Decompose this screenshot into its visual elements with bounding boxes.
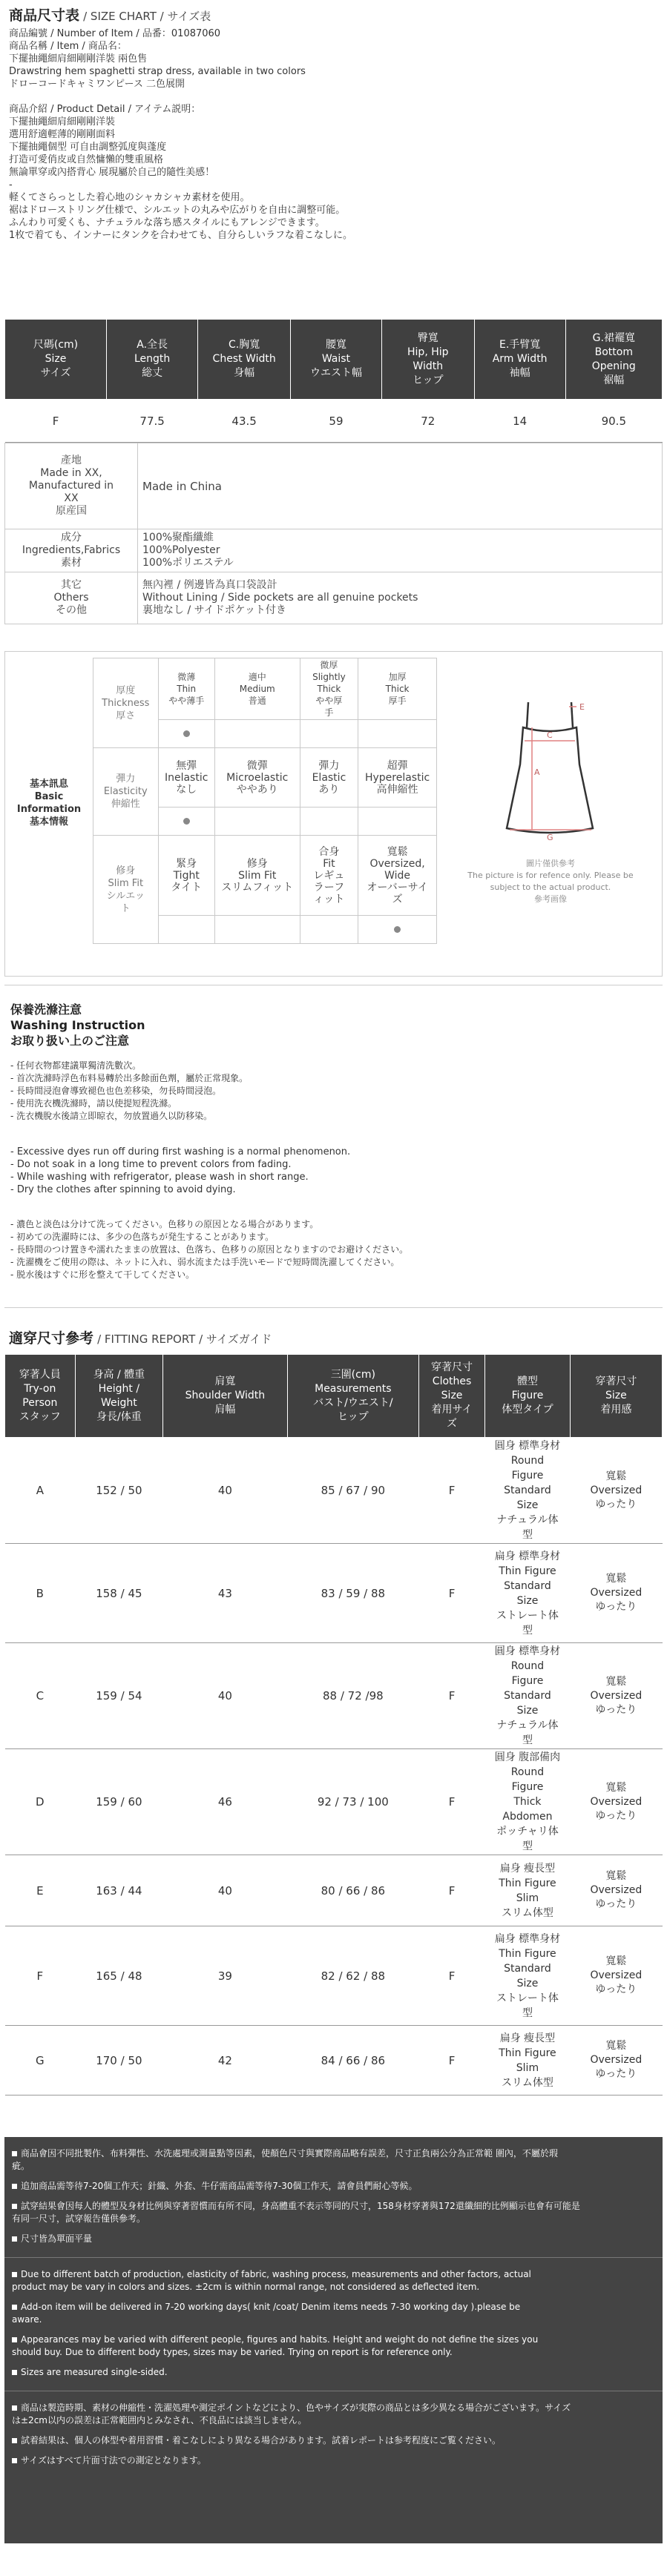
feel-header: 穿著尺寸 Size 着用感 <box>570 1355 662 1438</box>
notice-item: 追加商品需等待7-20個工作天；針織、外套、牛仔需商品需等待7-30個工作天，請會員們耐心等候。 <box>12 2180 652 2193</box>
bullet-square-icon <box>12 2405 17 2411</box>
clothes-size-header: 穿著尺寸 Clothes Size 着用サイ ズ <box>418 1355 484 1438</box>
fitting-row <box>5 1926 663 2026</box>
detail-line: 無論單穿或內搭背心 展現屬於自己的隨性美感！ <box>9 167 215 178</box>
item-name-zh: 下擺抽繩細肩細剛剛洋裝 兩色售 <box>9 53 148 65</box>
detail-line: 選用舒適輕薄的剛剛面料 <box>9 129 116 140</box>
item-name-label: 商品名稱 / Item / 商品名： <box>9 41 127 52</box>
hw-cell: 170 / 50 <box>75 2026 162 2096</box>
thickness-option-thick: 加厚 Thick 厚手 <box>358 658 437 720</box>
waist-header-cell: 腰寬 Waist ウエスト幅 <box>291 320 382 400</box>
fitting-row <box>5 1855 663 1926</box>
others-label: 其它 Others その他 <box>5 572 138 624</box>
thickness-row <box>93 658 437 720</box>
feel-cell: 寬鬆 Oversized ゆったり <box>570 1438 662 1544</box>
size-table-header <box>5 320 663 400</box>
elasticity-option-elastic: 彈力 Elastic あり <box>300 748 358 808</box>
bullet-square-icon <box>12 2337 17 2342</box>
basic-info-label: 基本訊息 Basic Information 基本情報 <box>16 779 82 828</box>
fitting-row <box>5 1438 663 1544</box>
fitting-subtitle: / FITTING REPORT / サイズガイド <box>97 1332 272 1346</box>
waist-cell: 59 <box>291 400 382 443</box>
elasticity-option-inelastic: 無彈 Inelastic なし <box>158 748 214 808</box>
washing-line: - 初めての洗濯時には、多少の色落ちが発生することがあります。 <box>10 1232 275 1242</box>
clothes-size-cell: F <box>418 1438 484 1544</box>
shoulder-cell: 46 <box>163 1749 288 1855</box>
fit-selected-cell <box>358 916 437 944</box>
feel-cell: 寬鬆 Oversized ゆったり <box>570 1643 662 1749</box>
person-header: 穿著人員 Try-on Person スタッフ <box>5 1355 76 1438</box>
fitting-section <box>4 1354 663 2096</box>
clothes-size-cell: F <box>418 1855 484 1926</box>
bullet-square-icon <box>12 2458 17 2463</box>
person-cell: C <box>5 1643 76 1749</box>
measurements-cell: 84 / 66 / 86 <box>287 2026 418 2096</box>
diagram-label-a: A <box>534 767 540 777</box>
arm-header-cell: E.手臂寬 Arm Width 袖幅 <box>474 320 565 400</box>
fit-option-oversized: 寬鬆 Oversized, Wide オーバーサイ ズ <box>358 836 437 916</box>
washing-line: - 長時間浸泡會導致褪色也色差移染，勿長時間浸泡。 <box>10 1086 222 1096</box>
origin-label: 產地 Made in XX, Manufactured in XX 原産国 <box>5 443 138 529</box>
length-header-cell: A.全長 Length 総丈 <box>107 320 198 400</box>
fit-option-tight: 緊身 Tight タイト <box>158 836 214 916</box>
ingredients-label: 成分 Ingredients,Fabrics 素材 <box>5 529 138 572</box>
hw-header: 身高 / 體重 Height / Weight 身長/体重 <box>75 1355 162 1438</box>
diagram-label-c: C <box>547 730 553 740</box>
size-chart-subtitle: / SIZE CHART / サイズ表 <box>83 10 211 23</box>
notice-item: 試穿結果會因每人的體型及身材比例與穿著習慣而有所不同，身高體重不表示等同的尺寸，158身材穿著與172還纖細的比例顯示也會有可能是 有同一尺寸，試穿報告僅供參考。 <box>12 2201 580 2224</box>
clothes-size-cell: F <box>418 1926 484 2026</box>
bullet-square-icon <box>12 2184 17 2189</box>
detail-line: 打造可愛俏皮或自然慵懶的雙重風格 <box>9 154 164 165</box>
bottom-header-cell: G.裙襬寬 Bottom Opening 裾幅 <box>565 320 662 400</box>
shoulder-cell: 40 <box>163 1855 288 1926</box>
diagram-caption: 圖片僅供參考 The picture is for refence only. Please be subject to the actual product. 參考画像 <box>467 859 634 904</box>
clothes-size-cell: F <box>418 2026 484 2096</box>
fit-option-slim: 修身 Slim Fit スリムフィット <box>214 836 300 916</box>
notice-item: Add-on item will be delivered in 7-20 working days( knit /coat/ Denim items needs 7-30 working day ).please be aware. <box>12 2302 521 2325</box>
fitting-title: 適穿尺寸參考 <box>9 1330 94 1347</box>
fitting-row <box>5 1749 663 1855</box>
elasticity-option-microelastic: 微彈 Microelastic ややあり <box>214 748 300 808</box>
material-table <box>4 443 663 624</box>
fitting-row <box>5 1643 663 1749</box>
shoulder-cell: 43 <box>163 1544 288 1643</box>
size-cell: F <box>5 400 107 443</box>
measurements-cell: 82 / 62 / 88 <box>287 1926 418 2026</box>
clothes-size-cell: F <box>418 1749 484 1855</box>
notice-section <box>4 2137 663 2543</box>
detail-label: 商品介紹 / Product Detail / アイテム説明： <box>9 104 201 115</box>
shoulder-cell: 40 <box>163 1643 288 1749</box>
washing-line: - 任何衣物都建議單獨清洗數次。 <box>10 1060 142 1071</box>
diagram-label-g: G <box>547 833 553 842</box>
person-cell: G <box>5 2026 76 2096</box>
hw-cell: 165 / 48 <box>75 1926 162 2026</box>
length-cell: 77.5 <box>107 400 198 443</box>
bullet-square-icon <box>12 2272 17 2277</box>
selected-dot-icon <box>183 818 190 825</box>
notice-item: サイズはすべて片面寸法での測定となります。 <box>12 2454 652 2467</box>
notice-item: Sizes are measured single-sided. <box>12 2366 652 2379</box>
shoulder-cell: 40 <box>163 1438 288 1544</box>
bullet-square-icon <box>12 2370 17 2375</box>
fit-option-fit: 合身 Fit レギュ ラーフ ィット <box>300 836 358 916</box>
separator-dash: - <box>9 179 13 191</box>
diagram-label-e: E <box>579 702 585 712</box>
notice-item: Appearances may be varied with different people, figures and habits. Height and weight do not define the sizes you should buy. Due to different body types, sizes may be varied. Trying on report is for reference only. <box>12 2334 539 2357</box>
arm-cell: 14 <box>474 400 565 443</box>
elasticity-row <box>93 748 437 808</box>
bullet-square-icon <box>12 2204 17 2209</box>
item-number: 商品編號 / Number of Item / 品番：01087060 <box>9 28 221 39</box>
detail-line: 下擺抽繩細肩細剛剛洋裝 <box>9 116 116 128</box>
washing-line: - 長時間のつけ置きや濡れたままの放置は、色落ち、色移りの原因となりますのでお避けください。 <box>10 1244 409 1255</box>
detail-line: 下擺抽繩個型 可自由調整弧度與蓬度 <box>9 142 167 153</box>
detail-line: 軽くてさらっとした着心地のシャカシャカ素材を使用。 <box>9 192 250 203</box>
detail-zh <box>9 116 662 179</box>
measurements-cell: 88 / 72 /98 <box>287 1643 418 1749</box>
hw-cell: 158 / 45 <box>75 1544 162 1643</box>
fit-label: 修身 Slim Fit シルエッ ト <box>93 836 159 944</box>
figure-cell: 圓身 標準身材 Round Figure Standard Size ナチュラル体 型 <box>485 1643 571 1749</box>
fitting-title-bar <box>9 1327 662 1347</box>
measurements-cell: 92 / 73 / 100 <box>287 1749 418 1855</box>
item-name-ja: ドローコードキャミワンピース 二色展開 <box>9 79 185 90</box>
bullet-square-icon <box>12 2236 17 2242</box>
notice-item: Due to different batch of production, elasticity of fabric, washing process, measurements and other factors, actual product may be vary in colors and sizes. ±2cm is within normal range, not considered as deflected item. <box>12 2269 531 2292</box>
detail-line: ふんわり可愛くも、ナチュラルな落ち感スタイルにもアレンジできます。 <box>9 217 325 228</box>
notice-divider <box>4 2257 663 2258</box>
fitting-header <box>5 1355 663 1438</box>
ingredients-row <box>5 529 663 572</box>
fitting-row <box>5 1544 663 1643</box>
size-table-section <box>4 319 663 624</box>
person-cell: D <box>5 1749 76 1855</box>
person-cell: A <box>5 1438 76 1544</box>
clothes-size-cell: F <box>418 1643 484 1749</box>
detail-ja <box>9 191 662 242</box>
shoulder-header: 肩寬 Shoulder Width 肩幅 <box>163 1355 288 1438</box>
feel-cell: 寬鬆 Oversized ゆったり <box>570 1749 662 1855</box>
clothes-size-cell: F <box>418 1544 484 1643</box>
figure-cell: 扁身 瘦長型 Thin Figure Slim スリム体型 <box>485 2026 571 2096</box>
figure-cell: 扁身 標準身材 Thin Figure Standard Size ストレート体 型 <box>485 1926 571 2026</box>
washing-line: - 使用洗衣機洗滌時，請以使提短程洗滌。 <box>10 1098 177 1109</box>
washing-line: - 濃色と淡色は分けて洗ってください。色移りの原因となる場合があります。 <box>10 1219 319 1229</box>
dress-diagram <box>450 696 651 919</box>
thickness-option-medium: 適中 Medium 普通 <box>214 658 300 720</box>
washing-title: 保養洗滌注意 Washing Instruction お取り扱い上のご注意 <box>10 1003 145 1048</box>
thickness-selected-cell <box>158 720 214 748</box>
washing-line: - While washing with refrigerator, please wash in short range. <box>10 1172 309 1183</box>
measurements-cell: 85 / 67 / 90 <box>287 1438 418 1544</box>
measurements-cell: 80 / 66 / 86 <box>287 1855 418 1926</box>
size-table <box>4 319 663 443</box>
fitting-table <box>4 1354 663 2096</box>
thickness-option-thin: 微薄 Thin やや薄手 <box>158 658 214 720</box>
elasticity-option-hyperelastic: 超彈 Hyperelastic 高伸縮性 <box>358 748 437 808</box>
hw-cell: 159 / 60 <box>75 1749 162 1855</box>
header <box>9 4 662 242</box>
bullet-square-icon <box>12 2151 17 2156</box>
notice-item: 商品會因不同批製作、布料彈性、水洗處理或測量點等因素，使顏色尺寸與實際商品略有誤差，尺寸正負兩公分為正常範 圍內，不屬於瑕 疵。 <box>12 2148 558 2171</box>
figure-cell: 扁身 瘦長型 Thin Figure Slim スリム体型 <box>485 1855 571 1926</box>
washing-ja <box>10 1218 408 1281</box>
washing-line: - 洗濯機をご使用の際は、ネットに入れ、弱水流または手洗いモードで短時間洗濯してください。 <box>10 1257 400 1267</box>
size-header-cell: 尺碼(cm) Size サイズ <box>5 320 107 400</box>
selected-dot-icon <box>394 926 401 933</box>
ingredients-value: 100%聚酯纖維 100%Polyester 100%ポリエステル <box>138 529 663 572</box>
person-cell: E <box>5 1855 76 1926</box>
origin-row <box>5 443 663 529</box>
measurements-header: 三圍(cm) Measurements バスト/ウエスト/ ヒップ <box>287 1355 418 1438</box>
washing-en <box>10 1146 350 1196</box>
hip-cell: 72 <box>381 400 474 443</box>
fitting-row <box>5 2026 663 2096</box>
figure-cell: 圓身 標準身材 Round Figure Standard Size ナチュラル体 型 <box>485 1438 571 1544</box>
bottom-cell: 90.5 <box>565 400 662 443</box>
selected-dot-icon <box>183 730 190 737</box>
washing-line: - 首次洗滌時浮色布料易轉於出多餘面色劑，屬於正常現象。 <box>10 1073 249 1083</box>
bullet-square-icon <box>12 2438 17 2443</box>
measurements-cell: 83 / 59 / 88 <box>287 1544 418 1643</box>
person-cell: B <box>5 1544 76 1643</box>
notice-item: 商品は製造時期、素材の伸縮性・洗濯処理や測定ポイントなどにより、色やサイズが実際の商品とは多少異なる場合がございます。サイズ は±2cm以内の誤差は正常範囲内とみなされ、不良品には該当しません。 <box>12 2402 571 2425</box>
feel-cell: 寬鬆 Oversized ゆったり <box>570 1855 662 1926</box>
hw-cell: 159 / 54 <box>75 1643 162 1749</box>
shoulder-cell: 42 <box>163 2026 288 2096</box>
washing-line: - 洗衣機脫水後請立即晾衣，勿放置過久以防移染。 <box>10 1111 213 1121</box>
washing-line: - Dry the clothes after spinning to avoid dying. <box>10 1184 236 1195</box>
hw-cell: 152 / 50 <box>75 1438 162 1544</box>
feel-cell: 寬鬆 Oversized ゆったり <box>570 1544 662 1643</box>
others-row <box>5 572 663 624</box>
notice-item: 尺寸皆為單面平量 <box>12 2233 652 2245</box>
bullet-square-icon <box>12 2305 17 2310</box>
basic-info-section <box>4 651 663 977</box>
hip-header-cell: 臀寬 Hip, Hip Width ヒップ <box>381 320 474 400</box>
thickness-option-slightly-thick: 微厚 Slightly Thick やや厚 手 <box>300 658 358 720</box>
thickness-label: 厚度 Thickness 厚さ <box>93 658 159 748</box>
item-name-en: Drawstring hem spaghetti strap dress, available in two colors <box>9 66 306 77</box>
detail-line: 裾はドローストリング仕様で、シルエットの丸みや広がりを自由に調整可能。 <box>9 205 346 216</box>
shoulder-cell: 39 <box>163 1926 288 2026</box>
feel-cell: 寬鬆 Oversized ゆったり <box>570 1926 662 2026</box>
chest-header-cell: C.胸寬 Chest Width 身幅 <box>198 320 291 400</box>
figure-cell: 扁身 標準身材 Thin Figure Standard Size ストレート体 型 <box>485 1544 571 1643</box>
feel-cell: 寬鬆 Oversized ゆったり <box>570 2026 662 2096</box>
size-row <box>5 400 663 443</box>
fit-row <box>93 836 437 916</box>
washing-line: - Do not soak in a long time to prevent colors from fading. <box>10 1159 292 1170</box>
attribute-grid <box>93 658 437 944</box>
size-chart-title: 商品尺寸表 <box>9 7 80 24</box>
origin-value: Made in China <box>138 443 663 529</box>
washing-line: - Excessive dyes run off during first washing is a normal phenomenon. <box>10 1146 351 1157</box>
figure-cell: 圓身 腹部備肉 Round Figure Thick Abdomen ポッチャリ体 型 <box>485 1749 571 1855</box>
washing-section <box>4 985 663 1308</box>
elasticity-selected-cell <box>158 808 214 836</box>
washing-line: - 脱水後はすぐに形を整えて干してください。 <box>10 1269 195 1280</box>
person-cell: F <box>5 1926 76 2026</box>
detail-line: 1枚で着ても、インナーにタンクを合わせても、自分らしいラフな着こなしに。 <box>9 230 353 241</box>
elasticity-label: 彈力 Elasticity 伸縮性 <box>93 748 159 836</box>
washing-zh <box>10 1060 248 1123</box>
chest-cell: 43.5 <box>198 400 291 443</box>
hw-cell: 163 / 44 <box>75 1855 162 1926</box>
others-value: 無內裡 / 例邊皆為真口袋設計 Without Lining / Side pockets are all genuine pockets 裏地なし / サイドポケット付き <box>138 572 663 624</box>
figure-header: 體型 Figure 体型タイプ <box>485 1355 571 1438</box>
notice-item: 試着結果は、個人の体型や着用習慣・着こなしにより異なる場合があります。試着レポートは参考程度にご覧ください。 <box>12 2434 652 2447</box>
